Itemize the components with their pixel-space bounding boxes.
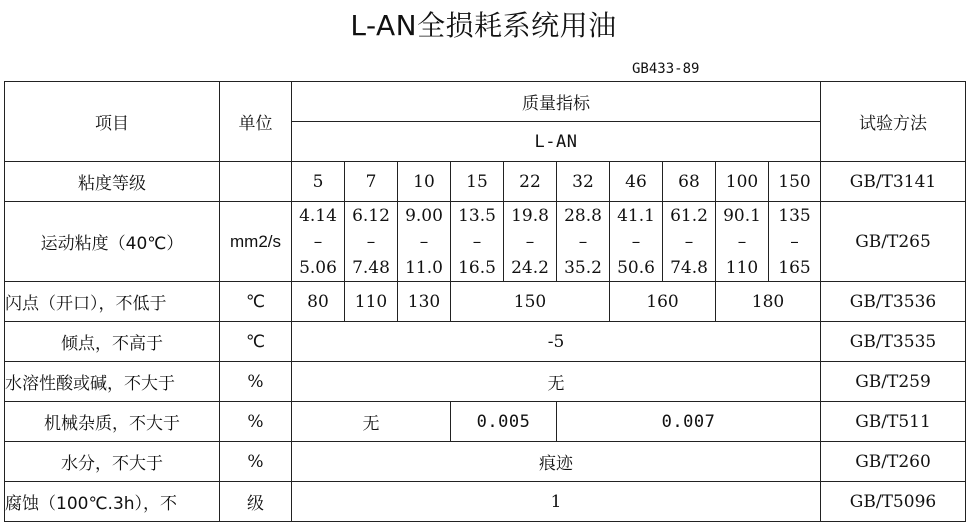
impurity-value: 无 <box>292 402 451 442</box>
header-quality: 质量指标 <box>292 82 821 122</box>
grade-value: 32 <box>557 162 610 202</box>
flash-value: 80 <box>292 282 345 322</box>
viscosity-range: 135 – 165 <box>769 202 821 282</box>
grade-value: 5 <box>292 162 345 202</box>
table-row-pour-point <box>5 322 966 362</box>
row-method: GB/T259 <box>821 362 966 402</box>
grade-value: 46 <box>610 162 663 202</box>
row-method: GB/T265 <box>821 202 966 282</box>
pour-value: -5 <box>292 322 821 362</box>
standard-number: GB433-89 <box>632 61 700 77</box>
grade-value: 22 <box>504 162 557 202</box>
viscosity-range: 41.1 – 50.6 <box>610 202 663 282</box>
viscosity-range: 6.12 – 7.48 <box>345 202 398 282</box>
viscosity-range: 28.8 – 35.2 <box>557 202 610 282</box>
flash-value: 180 <box>716 282 821 322</box>
header-method: 试验方法 <box>821 82 966 162</box>
row-unit: % <box>220 402 292 442</box>
row-unit: % <box>220 442 292 482</box>
header-row-1 <box>5 82 966 122</box>
corrosion-value: 1 <box>292 482 821 522</box>
water-value: 痕迹 <box>292 442 821 482</box>
document-title: L-AN全损耗系统用油 <box>350 9 617 42</box>
row-unit: mm2/s <box>220 202 292 282</box>
viscosity-range: 90.1 – 110 <box>716 202 769 282</box>
table-row-corrosion <box>5 482 966 522</box>
row-method: GB/T5096 <box>821 482 966 522</box>
viscosity-range: 19.8 – 24.2 <box>504 202 557 282</box>
header-unit: 单位 <box>220 82 292 162</box>
flash-value: 130 <box>398 282 451 322</box>
row-label: 机械杂质，不大于 <box>5 402 220 442</box>
header-grade: L-AN <box>292 122 821 162</box>
table-row-water <box>5 442 966 482</box>
table-row-flash-point <box>5 282 966 322</box>
row-unit <box>220 162 292 202</box>
row-label: 粘度等级 <box>5 162 220 202</box>
row-label: 闪点（开口），不低于 <box>5 282 220 322</box>
flash-value: 160 <box>610 282 716 322</box>
row-label: 水溶性酸或碱，不大于 <box>5 362 220 402</box>
row-method: GB/T3536 <box>821 282 966 322</box>
grade-value: 100 <box>716 162 769 202</box>
viscosity-range: 13.5 – 16.5 <box>451 202 504 282</box>
row-label: 水分，不大于 <box>5 442 220 482</box>
row-method: GB/T260 <box>821 442 966 482</box>
row-method: GB/T3141 <box>821 162 966 202</box>
row-label: 倾点，不高于 <box>5 322 220 362</box>
impurity-value: 0.005 <box>451 402 557 442</box>
grade-value: 150 <box>769 162 821 202</box>
header-item: 项目 <box>5 82 220 162</box>
flash-value: 150 <box>451 282 610 322</box>
spec-table <box>4 81 966 522</box>
acid-base-value: 无 <box>292 362 821 402</box>
row-unit: % <box>220 362 292 402</box>
row-unit: ℃ <box>220 322 292 362</box>
viscosity-range: 4.14 – 5.06 <box>292 202 345 282</box>
flash-value: 110 <box>345 282 398 322</box>
grade-value: 15 <box>451 162 504 202</box>
row-method: GB/T3535 <box>821 322 966 362</box>
row-label: 腐蚀（100℃.3h），不 <box>5 482 220 522</box>
viscosity-range: 9.00 – 11.0 <box>398 202 451 282</box>
table-row-viscosity-grade <box>5 162 966 202</box>
viscosity-range: 61.2 – 74.8 <box>663 202 716 282</box>
table-row-acid-base <box>5 362 966 402</box>
table-row-impurities <box>5 402 966 442</box>
impurity-value: 0.007 <box>557 402 821 442</box>
grade-value: 7 <box>345 162 398 202</box>
row-label: 运动粘度（40℃） <box>5 202 220 282</box>
grade-value: 68 <box>663 162 716 202</box>
table-row-kinematic-viscosity <box>5 202 966 282</box>
grade-value: 10 <box>398 162 451 202</box>
row-unit: ℃ <box>220 282 292 322</box>
row-unit: 级 <box>220 482 292 522</box>
row-method: GB/T511 <box>821 402 966 442</box>
